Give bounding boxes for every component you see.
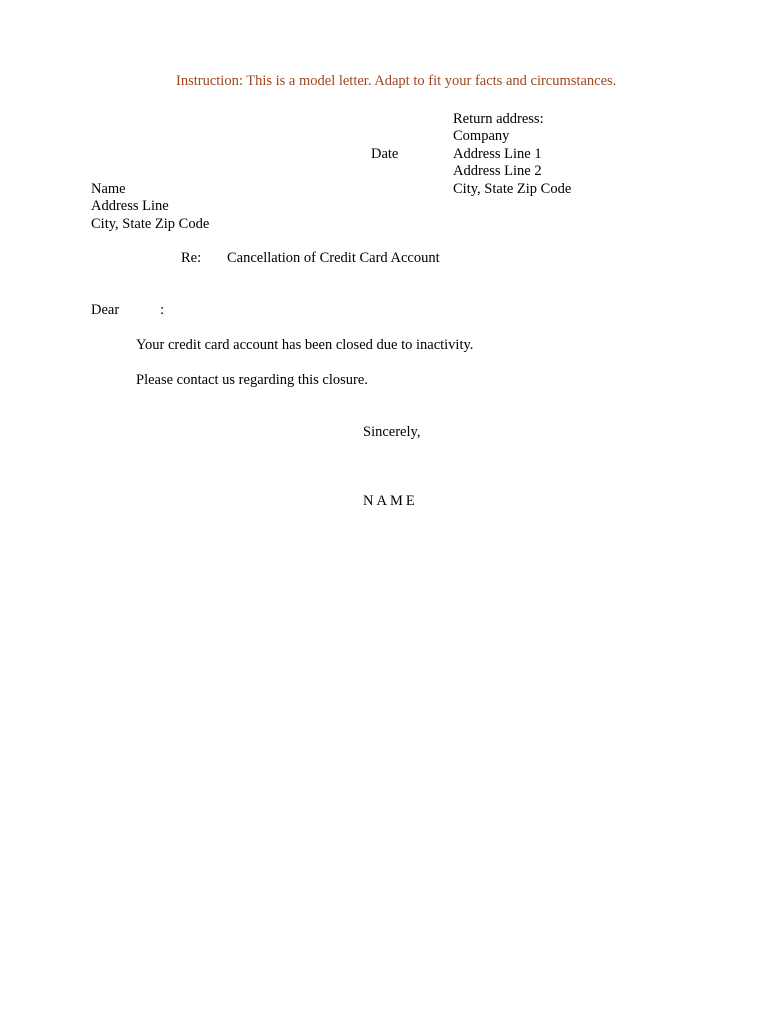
return-address-city-state-zip: City, State Zip Code [453,180,572,197]
return-address-line-2: Address Line 2 [453,163,542,180]
body-paragraph-2: Please contact us regarding this closure. [136,372,368,388]
recipient-address-block [91,181,209,233]
return-address-block [453,111,571,198]
return-address-line-1: Address Line 1 [453,145,542,162]
salutation-colon: : [160,302,165,318]
instruction-note: Instruction: This is a model letter. Adapt to fit your facts and circumstances. [176,73,617,89]
date-field: Date [371,146,399,162]
body-paragraph-1: Your credit card account has been closed due to inactivity. [136,337,474,353]
re-subject: Cancellation of Credit Card Account [227,250,440,266]
re-label: Re: [181,250,202,266]
return-address-company: Company [453,128,510,145]
recipient-name: Name [91,181,126,197]
signer-name: NAME [363,493,418,509]
return-address-label: Return address: [453,111,544,127]
salutation [91,302,164,319]
recipient-address-line: Address Line [91,198,169,215]
closing: Sincerely, [363,424,421,440]
salutation-word: Dear [91,302,120,318]
recipient-city-state-zip: City, State Zip Code [91,215,210,232]
